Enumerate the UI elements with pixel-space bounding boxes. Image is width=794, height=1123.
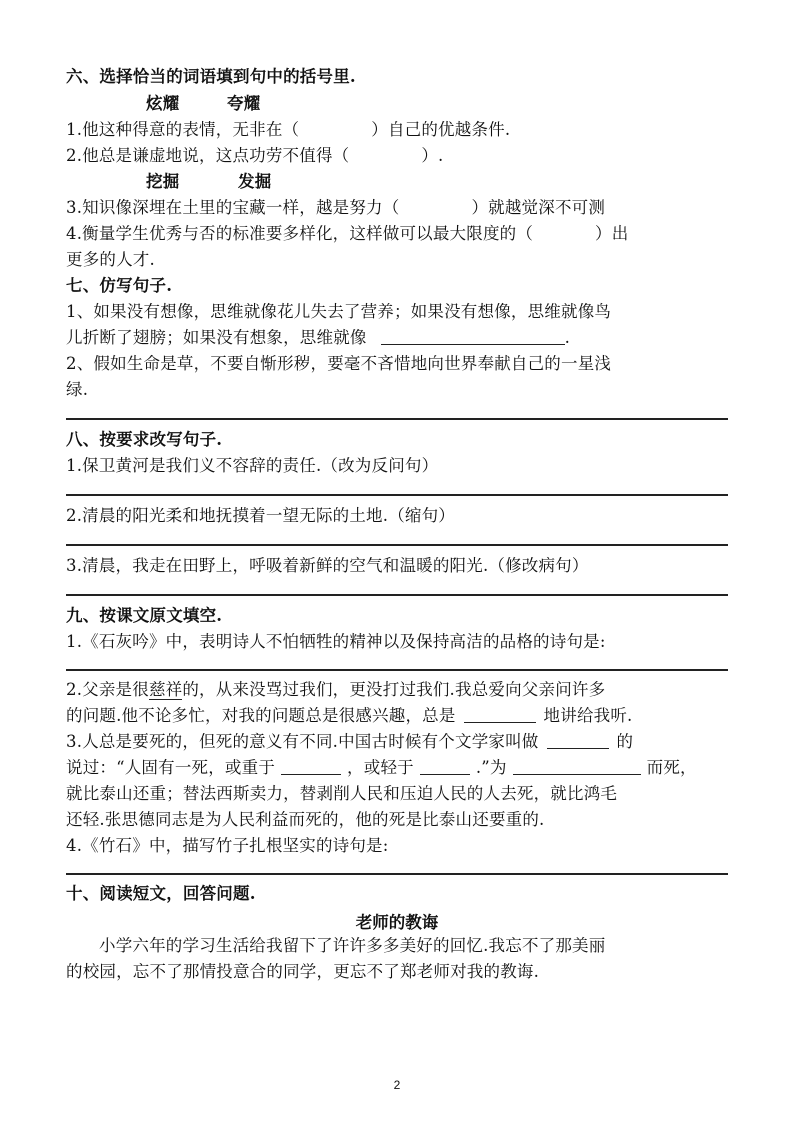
question-6-3-text-b: ）就越觉深不可测: [471, 198, 606, 217]
fill-blank[interactable]: [381, 328, 565, 345]
question-9-3-text-b: 的: [616, 732, 634, 751]
question-9-3-text-d: ，或轻于: [347, 758, 414, 777]
question-9-3-line2: [66, 757, 697, 779]
question-8-2: 2.清晨的阳光柔和地抚摸着一望无际的土地.（缩句）: [66, 506, 455, 525]
question-7-2-line2: 绿.: [66, 380, 89, 399]
question-7-1-end: .: [564, 328, 571, 347]
word-choice-1b: 夸耀: [227, 94, 261, 113]
question-9-2-text-c: 的问题.他不论多忙，对我的问题总是很感兴趣，总是: [66, 706, 456, 725]
question-6-4-text-a: 4.衡量学生优秀与否的标准要多样化，这样做可以最大限度的（: [66, 224, 534, 243]
question-9-2-line2: [66, 705, 633, 727]
question-6-1-text-a: 1.他这种得意的表情，无非在（: [66, 120, 300, 139]
question-6-2: [66, 145, 444, 167]
underlined-word: 慈祥: [148, 680, 183, 699]
question-9-3-text-c: 说过：“人固有一死，或重于: [66, 758, 276, 777]
passage-line-1: 小学六年的学习生活给我留下了许许多多美好的回忆.我忘不了那美丽: [99, 936, 606, 955]
question-9-3-text-f: 而死，: [646, 758, 697, 777]
answer-line[interactable]: [66, 873, 728, 875]
question-8-3: 3.清晨，我走在田野上，呼吸着新鲜的空气和温暖的阳光.（修改病句）: [66, 556, 589, 575]
section-9-heading: 九、按课文原文填空.: [66, 606, 223, 625]
question-9-1: 1.《石灰吟》中，表明诗人不怕牺牲的精神以及保持高洁的品格的诗句是:: [66, 632, 606, 651]
word-choice-2a: 挖掘: [146, 172, 180, 191]
question-7-1-line2: [66, 327, 570, 349]
question-6-2-text-b: ）.: [421, 146, 444, 165]
word-choice-1a: 炫耀: [146, 94, 180, 113]
question-9-3-line3: 就比泰山还重；替法西斯卖力，替剥削人民和压迫人民的人去死，就比鸿毛: [66, 784, 618, 803]
question-6-4-cont: 更多的人才.: [66, 250, 155, 269]
question-9-4: 4.《竹石》中，描写竹子扎根坚实的诗句是:: [66, 836, 389, 855]
section-6-heading: 六、选择恰当的词语填到句中的括号里.: [66, 67, 356, 86]
answer-line[interactable]: [66, 594, 728, 596]
fill-blank[interactable]: [420, 758, 470, 775]
question-9-2-text-b: 的，从来没骂过我们，更没打过我们.我总爱向父亲问许多: [182, 680, 606, 699]
question-6-3-text-a: 3.知识像深埋在土里的宝藏一样，越是努力（: [66, 198, 400, 217]
answer-line[interactable]: [66, 669, 728, 671]
word-choice-2b: 发掘: [238, 172, 272, 191]
question-7-2-line1: 2、假如生命是草，不要自惭形秽，要毫不吝惜地向世界奉献自己的一星浅: [66, 354, 612, 373]
question-9-2-text-a: 2.父亲是很: [66, 680, 149, 699]
question-6-3: [66, 197, 605, 219]
section-7-heading: 七、仿写句子.: [66, 276, 173, 295]
fill-blank[interactable]: [513, 758, 641, 775]
passage-title: 老师的教诲: [355, 913, 439, 932]
question-9-2-text-d: 地讲给我听.: [543, 706, 633, 725]
question-6-4: [66, 223, 628, 245]
question-8-1: 1.保卫黄河是我们义不容辞的责任.（改为反问句）: [66, 456, 439, 475]
question-9-2-line1: [66, 679, 605, 701]
passage-line-2: 的校园，忘不了那情投意合的同学，更忘不了郑老师对我的教诲.: [66, 962, 540, 981]
question-6-4-text-b: ）出: [595, 224, 629, 243]
question-9-3-text-e: .”为: [475, 758, 507, 777]
question-6-1: [66, 119, 510, 141]
question-7-1-line1: 1、如果没有想像，思维就像花儿失去了营养；如果没有想像，思维就像鸟: [66, 302, 612, 321]
question-6-2-text-a: 2.他总是谦虚地说，这点功劳不值得（: [66, 146, 350, 165]
answer-line[interactable]: [66, 418, 728, 420]
question-7-1-text: 儿折断了翅膀；如果没有想象，思维就像: [66, 328, 367, 347]
question-9-3-line4: 还轻.张思德同志是为人民利益而死的，他的死是比泰山还要重的.: [66, 810, 545, 829]
answer-line[interactable]: [66, 494, 728, 496]
question-6-1-text-b: ）自己的优越条件.: [371, 120, 511, 139]
fill-blank[interactable]: [547, 732, 609, 749]
section-10-heading: 十、阅读短文，回答问题.: [66, 884, 256, 903]
page-number: 2: [393, 1078, 401, 1092]
section-8-heading: 八、按要求改写句子.: [66, 430, 223, 449]
answer-line[interactable]: [66, 544, 728, 546]
fill-blank[interactable]: [464, 706, 536, 723]
fill-blank[interactable]: [281, 758, 341, 775]
question-9-3-text-a: 3.人总是要死的，但死的意义有不同.中国古时候有个文学家叫做: [66, 732, 539, 751]
question-9-3-line1: [66, 731, 633, 753]
